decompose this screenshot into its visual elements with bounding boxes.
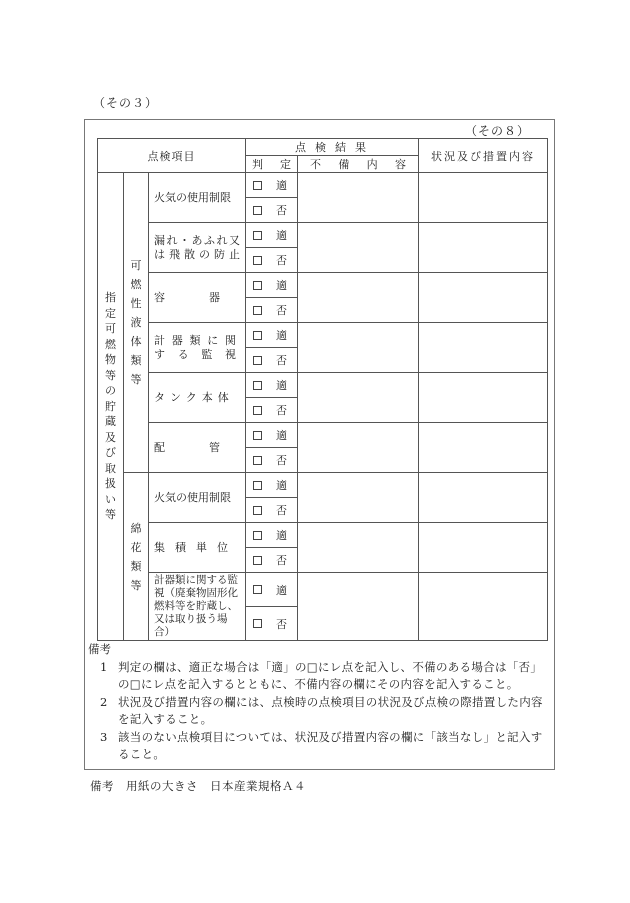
checkbox-icon[interactable] xyxy=(253,331,262,340)
judge-ng[interactable]: 否 xyxy=(246,607,298,641)
page-label: （その３） xyxy=(93,96,159,110)
status-cell[interactable] xyxy=(419,573,548,641)
checkbox-icon[interactable] xyxy=(253,531,262,540)
header-item: 点検項目 xyxy=(98,139,246,173)
checkbox-icon[interactable] xyxy=(253,556,262,565)
item-name: 火気の使用制限 xyxy=(149,173,246,223)
header-result: 点検結果 xyxy=(246,139,419,156)
category-main: 指定可燃物等の貯蔵及び取扱い等 xyxy=(98,173,124,641)
checkbox-icon[interactable] xyxy=(253,431,262,440)
defect-cell[interactable] xyxy=(298,523,419,573)
item-name: 漏れ・あふれ又は飛散の防止 xyxy=(149,223,246,273)
item-name: タンク本体 xyxy=(149,373,246,423)
judge-ok[interactable]: 適 xyxy=(246,473,298,498)
item-name: 容 器 xyxy=(149,273,246,323)
judge-ok[interactable]: 適 xyxy=(246,523,298,548)
checkbox-icon[interactable] xyxy=(253,231,262,240)
header-defect: 不 備 内 容 xyxy=(298,156,419,173)
status-cell[interactable] xyxy=(419,223,548,273)
item-name: 配 管 xyxy=(149,423,246,473)
checkbox-icon[interactable] xyxy=(253,481,262,490)
judge-ng[interactable]: 否 xyxy=(246,398,298,423)
judge-ng[interactable]: 否 xyxy=(246,548,298,573)
judge-ng[interactable]: 否 xyxy=(246,298,298,323)
defect-cell[interactable] xyxy=(298,373,419,423)
judge-ok[interactable]: 適 xyxy=(246,173,298,198)
defect-cell[interactable] xyxy=(298,223,419,273)
judge-ok[interactable]: 適 xyxy=(246,573,298,607)
status-cell[interactable] xyxy=(419,523,548,573)
judge-ng[interactable]: 否 xyxy=(246,248,298,273)
judge-ok[interactable]: 適 xyxy=(246,373,298,398)
judge-ok[interactable]: 適 xyxy=(246,273,298,298)
notes-section xyxy=(88,641,550,764)
group-label: 綿花類等 xyxy=(124,473,149,641)
defect-cell[interactable] xyxy=(298,273,419,323)
checkbox-icon[interactable] xyxy=(253,356,262,365)
note-item: 2 状況及び措置内容の欄には、点検時の点検項目の状況及び点検の際措置した内容を記入すること。 xyxy=(100,694,543,726)
judge-ok[interactable]: 適 xyxy=(246,323,298,348)
note-item: 1 判定の欄は、適正な場合は「適」の□にレ点を記入し、不備のある場合は「否」の□にレ点を記入するとともに、不備内容の欄にその内容を記入すること。 xyxy=(100,659,543,691)
checkbox-icon[interactable] xyxy=(253,181,262,190)
item-name: 計器類に関する監視 xyxy=(149,323,246,373)
group-label: 可燃性液体類等 xyxy=(124,173,149,473)
item-name: 火気の使用制限 xyxy=(149,473,246,523)
defect-cell[interactable] xyxy=(298,423,419,473)
defect-cell[interactable] xyxy=(298,573,419,641)
inspection-table xyxy=(97,138,548,641)
checkbox-icon[interactable] xyxy=(253,206,262,215)
judge-ok[interactable]: 適 xyxy=(246,223,298,248)
status-cell[interactable] xyxy=(419,173,548,223)
status-cell[interactable] xyxy=(419,473,548,523)
checkbox-icon[interactable] xyxy=(253,381,262,390)
status-cell[interactable] xyxy=(419,273,548,323)
header-judgment: 判 定 xyxy=(246,156,298,173)
status-cell[interactable] xyxy=(419,323,548,373)
defect-cell[interactable] xyxy=(298,323,419,373)
defect-cell[interactable] xyxy=(298,173,419,223)
notes-title: 備考 xyxy=(88,642,111,656)
judge-ng[interactable]: 否 xyxy=(246,498,298,523)
footer-note: 備考 用紙の大きさ 日本産業規格Ａ４ xyxy=(90,779,306,793)
judge-ok[interactable]: 適 xyxy=(246,423,298,448)
header-status: 状況及び措置内容 xyxy=(419,139,548,173)
checkbox-icon[interactable] xyxy=(253,281,262,290)
judge-ng[interactable]: 否 xyxy=(246,448,298,473)
note-item: 3 該当のない点検項目については、状況及び措置内容の欄に「該当なし」と記入すること。 xyxy=(100,729,543,761)
checkbox-icon[interactable] xyxy=(253,506,262,515)
judge-ng[interactable]: 否 xyxy=(246,198,298,223)
checkbox-icon[interactable] xyxy=(253,306,262,315)
checkbox-icon[interactable] xyxy=(253,585,262,594)
judge-ng[interactable]: 否 xyxy=(246,348,298,373)
item-name: 計器類に関する監視（廃棄物固形化燃料等を貯蔵し、又は取り扱う場合） xyxy=(149,573,246,641)
checkbox-icon[interactable] xyxy=(253,256,262,265)
status-cell[interactable] xyxy=(419,423,548,473)
defect-cell[interactable] xyxy=(298,473,419,523)
status-cell[interactable] xyxy=(419,373,548,423)
form-label: （その８） xyxy=(464,124,530,138)
item-name: 集積単位 xyxy=(149,523,246,573)
checkbox-icon[interactable] xyxy=(253,406,262,415)
checkbox-icon[interactable] xyxy=(253,619,262,628)
checkbox-icon[interactable] xyxy=(253,456,262,465)
